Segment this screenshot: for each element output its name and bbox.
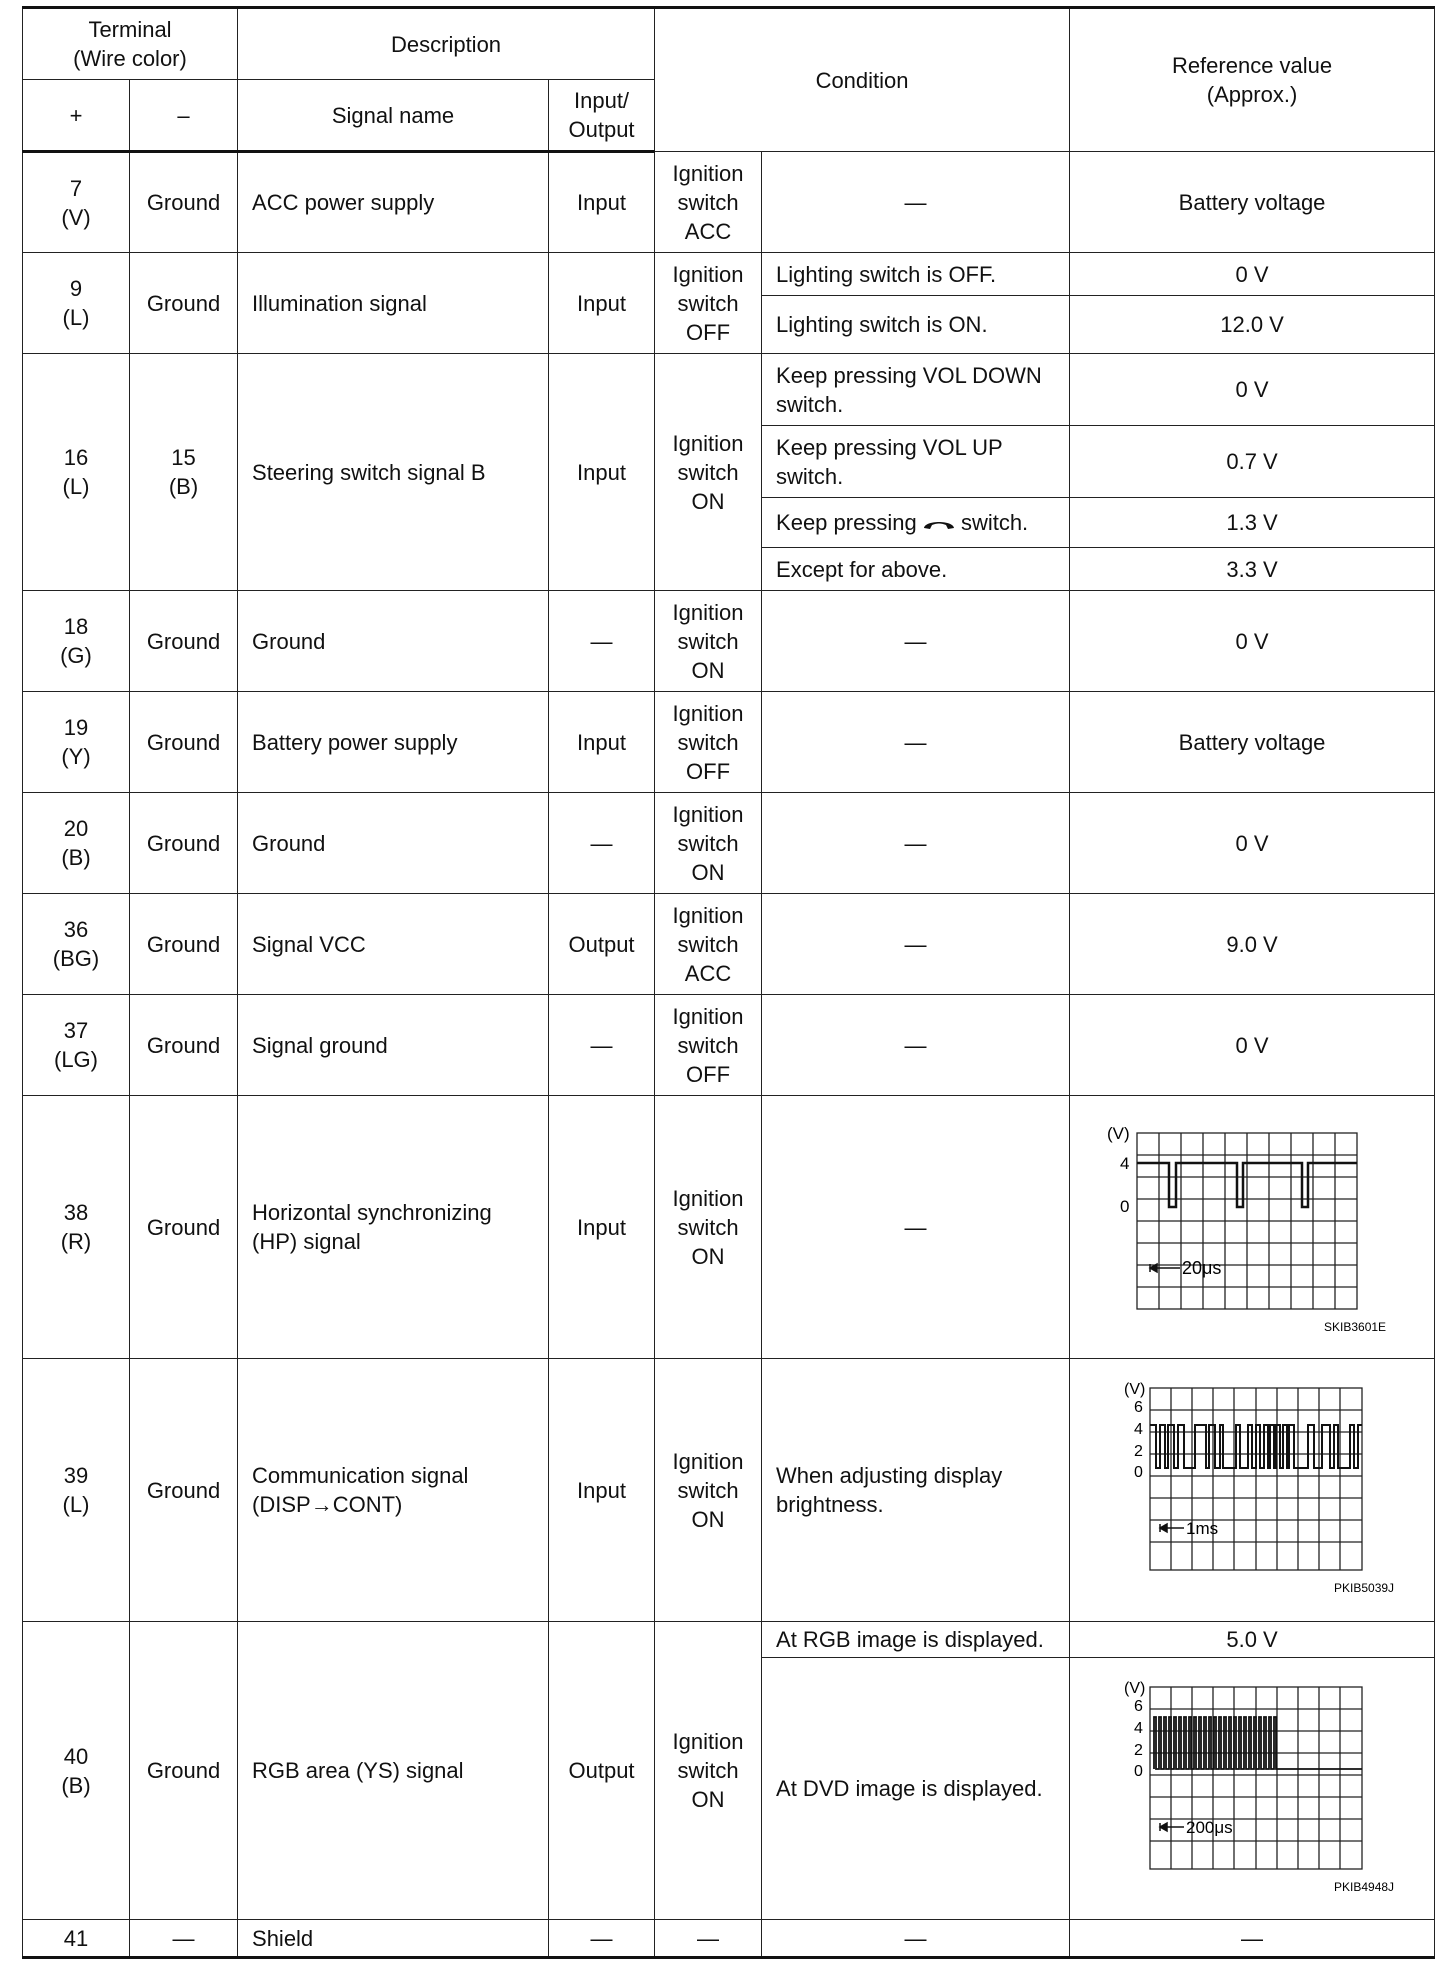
wave-unit: (V) — [1107, 1124, 1130, 1143]
minus-terminal: Ground — [130, 253, 238, 354]
table-row — [23, 1622, 1435, 1658]
ignition-state: Ignition switch ON — [655, 1622, 762, 1920]
wave-unit: (V) — [1124, 1679, 1146, 1697]
condition: Keep pressing switch. — [762, 498, 1070, 548]
communication-signal-waveform — [1102, 1380, 1402, 1600]
phone-handset-icon — [923, 517, 955, 531]
condition-header: Condition — [655, 8, 1070, 152]
reference-value: 0 V — [1070, 591, 1435, 692]
condition: At RGB image is displayed. — [762, 1622, 1070, 1658]
plus-terminal: 18 (G) — [23, 591, 130, 692]
condition: — — [762, 692, 1070, 793]
reference-value: 1.3 V — [1070, 498, 1435, 548]
table-row — [23, 591, 1435, 692]
wave-tick: 2 — [1134, 1443, 1143, 1460]
condition: — — [762, 995, 1070, 1096]
rgb-trace — [1154, 1717, 1362, 1769]
reference-value: — — [1070, 1920, 1435, 1958]
reference-waveform — [1070, 1658, 1435, 1920]
table-row — [23, 1359, 1435, 1622]
reference-value: 0 V — [1070, 793, 1435, 894]
condition: — — [762, 793, 1070, 894]
wave-tick: 0 — [1134, 1762, 1143, 1780]
table-row — [23, 692, 1435, 793]
minus-header: – — [130, 80, 238, 152]
input-output: Output — [549, 894, 655, 995]
reference-waveform — [1070, 1096, 1435, 1359]
figure-code: PKIB5039J — [1334, 1581, 1395, 1595]
table-row — [23, 1096, 1435, 1359]
reference-value: 5.0 V — [1070, 1622, 1435, 1658]
reference-value: Battery voltage — [1070, 152, 1435, 253]
ignition-state: Ignition switch OFF — [655, 692, 762, 793]
signal-name: Horizontal synchronizing (HP) signal — [238, 1096, 549, 1359]
minus-terminal: Ground — [130, 894, 238, 995]
input-output: Output — [549, 1622, 655, 1920]
signal-name: ACC power supply — [238, 152, 549, 253]
signal-name: Signal ground — [238, 995, 549, 1096]
input-output: Input — [549, 253, 655, 354]
wave-tick: 6 — [1134, 1697, 1143, 1715]
reference-value: Battery voltage — [1070, 692, 1435, 793]
ignition-state: Ignition switch ACC — [655, 152, 762, 253]
minus-terminal: — — [130, 1920, 238, 1958]
condition: Keep pressing VOL UP switch. — [762, 426, 1070, 498]
plus-terminal: 38 (R) — [23, 1096, 130, 1359]
table-row — [23, 354, 1435, 426]
reference-value: 0 V — [1070, 354, 1435, 426]
condition: When adjusting display brightness. — [762, 1359, 1070, 1622]
plus-terminal: 40 (B) — [23, 1622, 130, 1920]
condition: — — [762, 591, 1070, 692]
minus-terminal: Ground — [130, 1622, 238, 1920]
condition: — — [762, 1096, 1070, 1359]
ignition-state: Ignition switch ACC — [655, 894, 762, 995]
figure-code: PKIB4948J — [1334, 1879, 1395, 1894]
minus-terminal: 15 (B) — [130, 354, 238, 591]
plus-terminal: 20 (B) — [23, 793, 130, 894]
signal-name-header: Signal name — [238, 80, 549, 152]
input-output: Input — [549, 692, 655, 793]
signal-name: Ground — [238, 793, 549, 894]
wave-tick: 4 — [1120, 1154, 1130, 1173]
minus-terminal: Ground — [130, 152, 238, 253]
wave-tick: 0 — [1120, 1197, 1130, 1216]
description-header: Description — [238, 8, 655, 80]
reference-value-header: Reference value (Approx.) — [1070, 8, 1435, 152]
wave-tick: 4 — [1134, 1719, 1143, 1737]
ignition-state: Ignition switch ON — [655, 591, 762, 692]
input-output: — — [549, 995, 655, 1096]
reference-value: 0 V — [1070, 995, 1435, 1096]
input-output: — — [549, 1920, 655, 1958]
signal-name: Communication signal (DISP→CONT) — [238, 1359, 549, 1622]
ignition-state: — — [655, 1920, 762, 1958]
table-row — [23, 253, 1435, 296]
minus-terminal: Ground — [130, 1096, 238, 1359]
signal-name: Signal VCC — [238, 894, 549, 995]
input-output: Input — [549, 1359, 655, 1622]
plus-terminal: 36 (BG) — [23, 894, 130, 995]
wave-tick: 0 — [1134, 1464, 1143, 1481]
figure-code: SKIB3601E — [1324, 1320, 1387, 1334]
plus-terminal: 19 (Y) — [23, 692, 130, 793]
terminal-reference-table-page — [22, 6, 1434, 1959]
plus-terminal: 39 (L) — [23, 1359, 130, 1622]
minus-terminal: Ground — [130, 1359, 238, 1622]
minus-terminal: Ground — [130, 995, 238, 1096]
table-row — [23, 152, 1435, 253]
reference-value: 0 V — [1070, 253, 1435, 296]
signal-name: Shield — [238, 1920, 549, 1958]
table-row — [23, 995, 1435, 1096]
rgb-area-waveform — [1102, 1679, 1402, 1899]
wave-time-div: 1ms — [1186, 1519, 1219, 1538]
condition: — — [762, 152, 1070, 253]
signal-name: Steering switch signal B — [238, 354, 549, 591]
plus-terminal: 41 — [23, 1920, 130, 1958]
signal-name: Ground — [238, 591, 549, 692]
plus-terminal: 9 (L) — [23, 253, 130, 354]
minus-terminal: Ground — [130, 591, 238, 692]
wave-tick: 2 — [1134, 1741, 1143, 1759]
table-row — [23, 793, 1435, 894]
wave-tick: 6 — [1134, 1399, 1143, 1416]
header-row-1 — [23, 8, 1435, 80]
signal-name: Battery power supply — [238, 692, 549, 793]
table-row — [23, 894, 1435, 995]
condition: Except for above. — [762, 548, 1070, 591]
condition: — — [762, 894, 1070, 995]
input-output: Input — [549, 354, 655, 591]
reference-waveform — [1070, 1359, 1435, 1622]
reference-value: 12.0 V — [1070, 296, 1435, 354]
wave-time-div: 200μs — [1186, 1817, 1233, 1837]
input-output: — — [549, 793, 655, 894]
input-output: Input — [549, 152, 655, 253]
plus-terminal: 37 (LG) — [23, 995, 130, 1096]
condition: Lighting switch is ON. — [762, 296, 1070, 354]
signal-name: RGB area (YS) signal — [238, 1622, 549, 1920]
ignition-state: Ignition switch ON — [655, 1096, 762, 1359]
hp-signal-waveform — [1102, 1119, 1402, 1335]
wave-time-div: 20μs — [1182, 1258, 1222, 1278]
signal-name: Illumination signal — [238, 253, 549, 354]
terminal-reference-table — [22, 6, 1435, 1959]
condition: Keep pressing VOL DOWN switch. — [762, 354, 1070, 426]
condition: At DVD image is displayed. — [762, 1658, 1070, 1920]
ignition-state: Ignition switch OFF — [655, 253, 762, 354]
wave-tick: 4 — [1134, 1421, 1143, 1438]
input-output: — — [549, 591, 655, 692]
minus-terminal: Ground — [130, 692, 238, 793]
wave-unit: (V) — [1124, 1381, 1146, 1398]
table-row — [23, 1920, 1435, 1958]
reference-value: 0.7 V — [1070, 426, 1435, 498]
ignition-state: Ignition switch ON — [655, 354, 762, 591]
input-output: Input — [549, 1096, 655, 1359]
plus-terminal: 16 (L) — [23, 354, 130, 591]
ignition-state: Ignition switch OFF — [655, 995, 762, 1096]
condition: Lighting switch is OFF. — [762, 253, 1070, 296]
terminal-header: Terminal (Wire color) — [23, 8, 238, 80]
minus-terminal: Ground — [130, 793, 238, 894]
ignition-state: Ignition switch ON — [655, 793, 762, 894]
reference-value: 3.3 V — [1070, 548, 1435, 591]
ignition-state: Ignition switch ON — [655, 1359, 762, 1622]
reference-value: 9.0 V — [1070, 894, 1435, 995]
plus-header: + — [23, 80, 130, 152]
condition: — — [762, 1920, 1070, 1958]
plus-terminal: 7 (V) — [23, 152, 130, 253]
input-output-header: Input/ Output — [549, 80, 655, 152]
